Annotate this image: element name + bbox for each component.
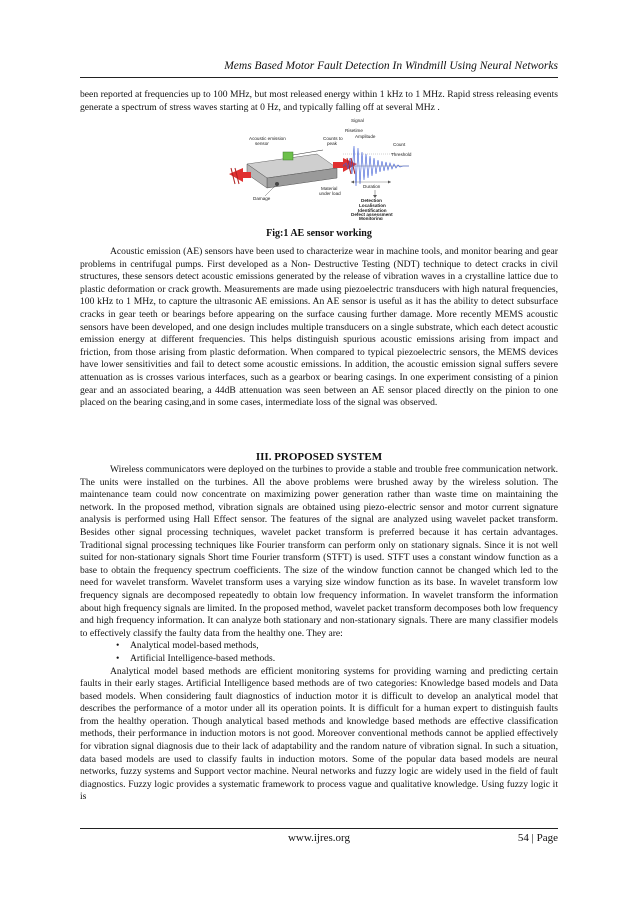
ae-sensor-figure — [225, 116, 415, 220]
ae-sensor-block — [283, 152, 293, 160]
label-amplitude: Amplitude — [355, 134, 376, 139]
intro-paragraph-block — [80, 89, 558, 114]
label-acoustic-emission-line1: Acoustic emission — [249, 136, 286, 141]
figure-caption: Fig:1 AE sensor working — [266, 228, 372, 239]
label-material-line1: Material — [321, 186, 338, 191]
header-rule — [80, 77, 558, 78]
label-signal: Signal — [351, 118, 364, 123]
ae-paragraph-block — [80, 246, 558, 410]
outcome-monitoring: Monitoring — [359, 216, 383, 220]
footer-page-number: 54 | Page — [517, 832, 558, 844]
intro-paragraph: been reported at frequencies up to 100 MHz, but most released energy within 1 kHz to 1 MHz. Rapid stress releasing events generate a spectrum of stress waves starting at 0 Hz, and typically falling off at several MHz . — [80, 89, 558, 113]
ae-paragraph: Acoustic emission (AE) sensors have been used to characterize wear in machine tools, and monitor bearing and gear problems in centrifugal pumps. First developed as a Non- Destructive Testing (NDT) technique to detect cracks in civil structures, these sensors detect acoustic emissions generated by the release of vibration waves in a crystalline lattice due to plastic deformation or crack growth. Measurements are made using piezoelectric transducers with high natural frequencies, 100 kHz to 1 MHz, to capture the ultrasonic AE emissions. An AE sensor is useful as it has the ability to detect subsurface cracks in gear teeth or bearings before appearing on the surface causing further damage. More recently MEMS acoustic sensors have been developed, and one design includes multiple transducers on a single substrate, which each detect acoustic emission energy at different frequencies. This helps distinguish spurious acoustic emissions arising from impact and friction, from those arising from plastic deformation. When compared to typical piezoelectric sensors, the MEMS devices have lower sensitivities and fail to detect some acoustic emissions. In addition, the acoustic emission signal suffers severe attenuation as is crosses various interfaces, such as a gearbox or bearing casings. In one experiment consisting of a pinion gear and an associated bearing, a 44dB attenuation was seen between an AE sensor placed directly on the pinion to one placed on the bearing casing,and in some cases, intermediate loss of the signal was observed. — [80, 246, 558, 409]
label-count: Count — [393, 142, 406, 147]
label-duration: Duration — [363, 184, 381, 189]
section-heading: III. PROPOSED SYSTEM — [255, 451, 383, 463]
footer-rule — [80, 828, 558, 829]
bullet-item: • Artificial Intelligence-based methods. — [130, 653, 558, 666]
bullet-item: • Analytical model-based methods, — [130, 640, 558, 653]
proposed-paragraph-2: Analytical model based methods are efficient monitoring systems for providing warning and predicting certain faults in their early stages. Artificial Intelligence based methods are of two categories: Knowledge based models and Data based models. When considering fault diagnostics of induction motor it is difficult to develop an analytical model that describes the performance of a motor under all its operation points. It is difficult for a human expert to distinguish faults from the healthy operation. Though analytical based methods and knowledge based methods are effective classification methods, their performance in induction motors is not good. Moreover conventional methods cannot be applied effectively for vibration signal diagnosis due to their lack of adaptability and the random nature of vibration signal. In such a situation, data based models are used to classify faults in induction motors. Some of the popular data based models are neural networks, fuzzy systems and Support vector machine. Neural networks and fuzzy logic are widely used in the field of fault diagnostics. Fuzzy logic provides a systematic framework to process vague and qualitative knowledge. Using fuzzy logic it is — [80, 665, 558, 803]
outcome-localisation: Localisation — [359, 203, 386, 208]
label-counts-to-peak-line2: peak — [327, 141, 337, 146]
ae-sensor-diagram — [225, 116, 415, 220]
label-risetime: Risetime — [345, 128, 363, 133]
sensor-cable — [293, 150, 323, 155]
proposed-system-block — [80, 464, 558, 804]
outcome-defect-assessment: Defect assessment — [351, 212, 393, 217]
damage-marker — [275, 182, 279, 186]
running-header-title: Mems Based Motor Fault Detection In Windmill Using Neural Networks — [224, 60, 558, 72]
outcome-identification: Identification — [358, 208, 387, 213]
outcome-detection: Detection — [361, 198, 382, 203]
label-damage: Damage — [253, 196, 271, 201]
label-counts-to-peak-line1: Counts to — [323, 136, 343, 141]
label-acoustic-emission-line2: sensor — [255, 141, 269, 146]
label-material-line2: under load — [319, 191, 341, 196]
classifier-bullet-list — [80, 640, 558, 665]
label-threshold: Threshold — [391, 152, 412, 157]
proposed-paragraph-1: Wireless communicators were deployed on the turbines to provide a stable and trouble free communication network. The units were installed on the turbines. All the above problems were brushed away by the wireless solution. The maintenance team could now concentrate on maximizing power generation rather than waste time on maintaining the network. In the proposed method, vibration signals are obtained using piezo-electric sensor and motor current signature analysis is performed using Hall Effect sensor. The features of the signal are analyzed using wavelet packet transform. Besides other signal processing techniques, wavelet packet transform is preferred because it has certain advantages. Traditional signal processing techniques like Fourier transform can perform only on stationary signals. Since it is not well suited for non-stationary signals Short time Fourier transform (STFT) is used. STFT uses a constant window function as a base to obtain the frequency spectrum coefficients. The size of the window function cannot be changed which led to the need for wavelet transform. Wavelet transform uses a varying size window function as its base. In wavelet transform low frequency signals are decomposed repeatedly to obtain low frequency information. In wavelet transform the information about high frequency signals are limited. In the proposed method, wavelet packet transform decomposes both low frequency and high frequency information. It can analyze both stationary and non-stationary signals. There are many classifier models to effectively classify the faulty data from the healthy one. They are: — [80, 464, 558, 639]
footer-url: www.ijres.org — [287, 832, 351, 844]
